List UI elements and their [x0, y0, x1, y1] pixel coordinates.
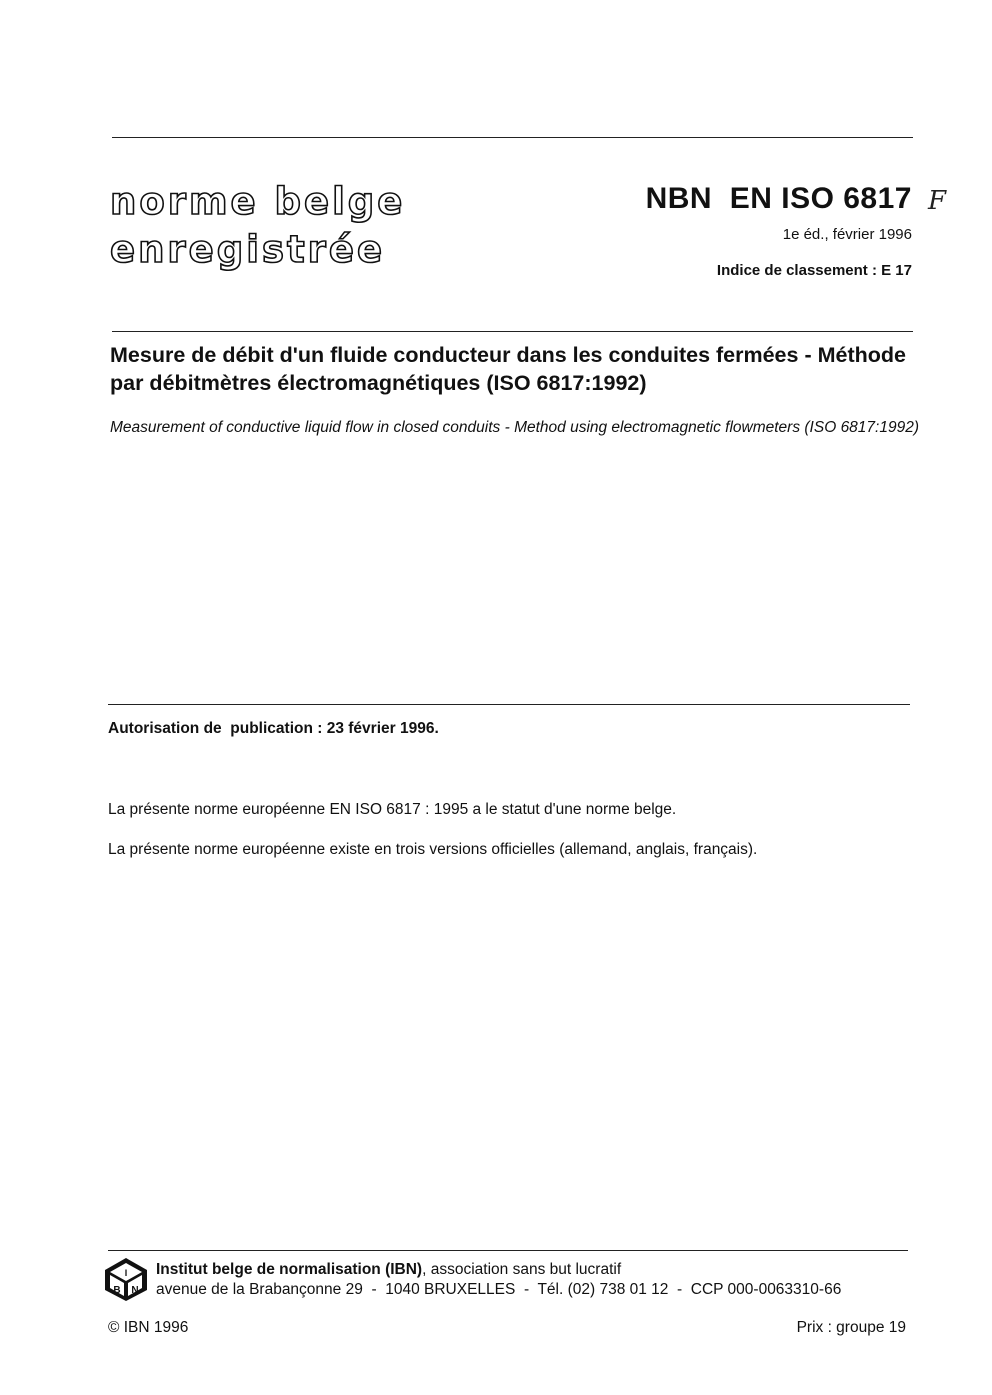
classification-index: Indice de classement : E 17	[716, 262, 912, 279]
copyright: © IBN 1996	[108, 1319, 189, 1336]
norme-belge-title	[110, 178, 530, 274]
body-top-rule	[108, 704, 910, 705]
svg-text:B: B	[113, 1285, 121, 1296]
institut-line	[156, 1261, 621, 1279]
norme-title-line1: norme belge	[110, 180, 406, 223]
institut-address: avenue de la Brabançonne 29 - 1040 BRUXELLES - Tél. (02) 738 01 12 - CCP 000-0063310-66	[156, 1281, 842, 1298]
statut-paragraph: La présente norme européenne EN ISO 6817 : 1995 a le statut d'une norme belge.	[108, 801, 677, 818]
svg-text:I: I	[124, 1268, 128, 1278]
versions-paragraph: La présente norme européenne existe en trois versions officielles (allemand, anglais, français).	[108, 841, 758, 858]
header-top-rule	[112, 137, 913, 138]
title-english: Measurement of conductive liquid flow in closed conduits - Method using electromagnetic flowmeters (ISO 6817:1992)	[110, 419, 919, 436]
institut-description: , association sans but lucratif	[422, 1261, 622, 1278]
handwritten-mark: F	[928, 186, 947, 216]
edition-date: 1e éd., février 1996	[782, 226, 912, 243]
footer-rule	[108, 1250, 908, 1251]
title-top-rule	[112, 331, 913, 332]
publication-authorization: Autorisation de publication : 23 février 1996.	[108, 720, 439, 737]
norme-title-line2: enregistrée	[110, 228, 386, 271]
standard-code: NBN EN ISO 6817	[645, 182, 912, 215]
title-french: Mesure de débit d'un fluide conducteur dans les conduites fermées - Méthode par débitmètres électromagnétiques (ISO 6817:1992)	[110, 343, 906, 395]
svg-text:N: N	[131, 1285, 139, 1296]
ibn-logo-icon	[103, 1256, 149, 1302]
price-group: Prix : groupe 19	[796, 1319, 906, 1336]
institut-name: Institut belge de normalisation (IBN)	[156, 1261, 423, 1278]
